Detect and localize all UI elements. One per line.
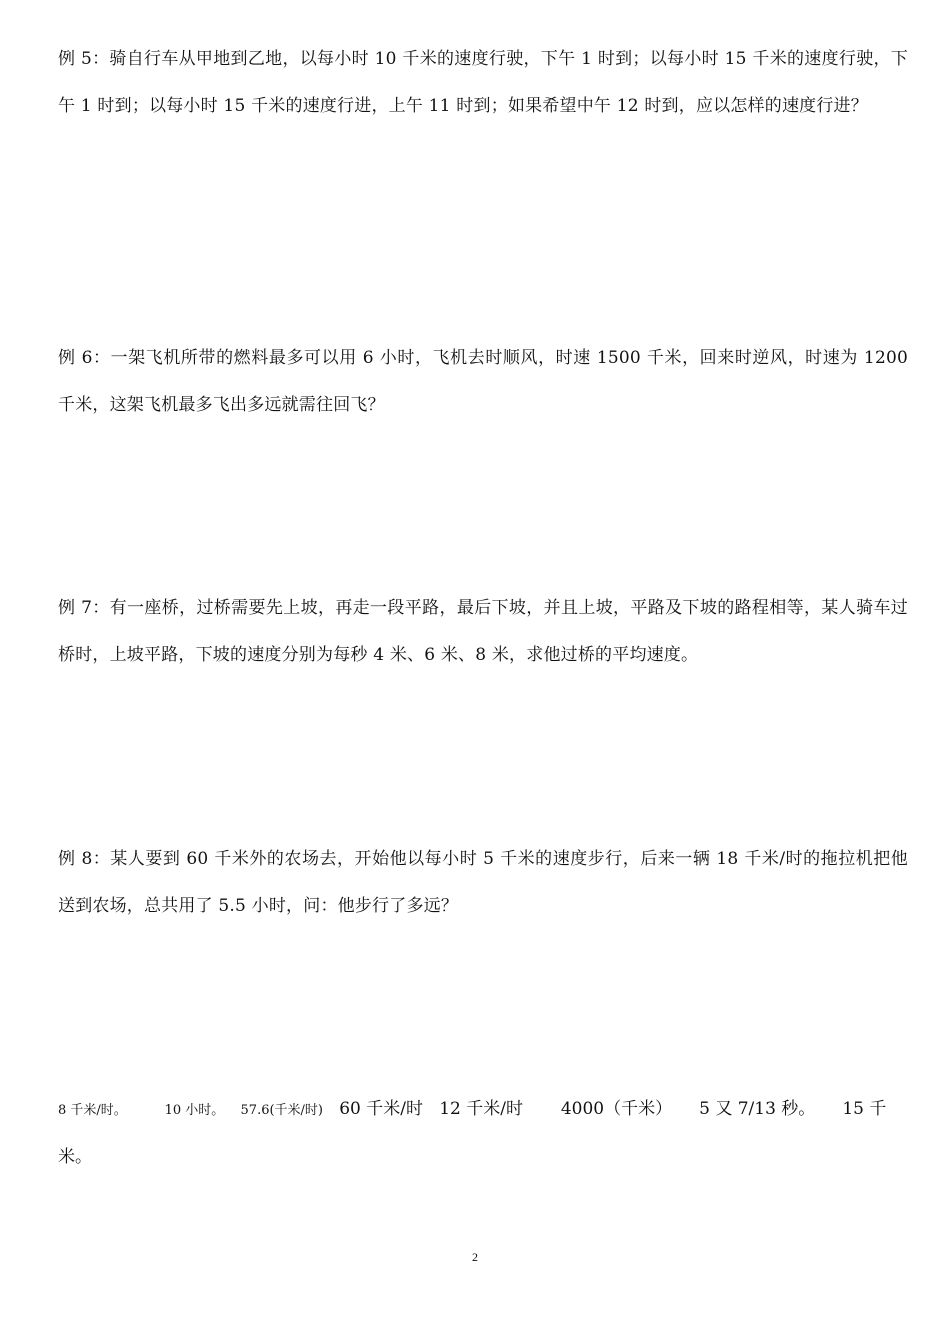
answer-1: 8 千米/时。 (58, 1103, 127, 1118)
problem-6: 例 6：一架飞机所带的燃料最多可以用 6 小时，飞机去时顺风，时速 1500 千米，回来时逆风，时速为 1200 千米，这架飞机最多飞出多远就需往回飞？ (58, 348, 908, 415)
answer-5: 12 千米/时 (439, 1099, 523, 1119)
answer-7: 5 又 7/13 秒。 (699, 1099, 816, 1119)
answer-key (58, 1086, 908, 1181)
answer-2: 10 小时。 (164, 1103, 225, 1118)
answer-6: 4000（千米） (560, 1099, 673, 1119)
problem-5: 例 5：骑自行车从甲地到乙地，以每小时 10 千米的速度行驶，下午 1 时到；以每小时 15 千米的速度行驶，下午 1 时到；以每小时 15 千米的速度行进，上午 11 时到；如果希望中午 12 时到，应以怎样的速度行进？ (58, 49, 908, 116)
answer-4: 60 千米/时 (339, 1099, 423, 1119)
page-number: 2 (472, 1250, 478, 1264)
problem-8: 例 8：某人要到 60 千米外的农场去，开始他以每小时 5 千米的速度步行，后来一辆 18 千米/时的拖拉机把他送到农场，总共用了 5.5 小时，问：他步行了多远？ (58, 849, 908, 916)
answer-8: 15 千米。 (58, 1099, 887, 1167)
answer-3: 57.6(千米/时) (240, 1103, 324, 1118)
problem-7: 例 7：有一座桥，过桥需要先上坡，再走一段平路，最后下坡，并且上坡，平路及下坡的路程相等，某人骑车过桥时，上坡平路，下坡的速度分别为每秒 4 米、6 米、8 米，求他过桥的平均速度。 (58, 598, 908, 665)
